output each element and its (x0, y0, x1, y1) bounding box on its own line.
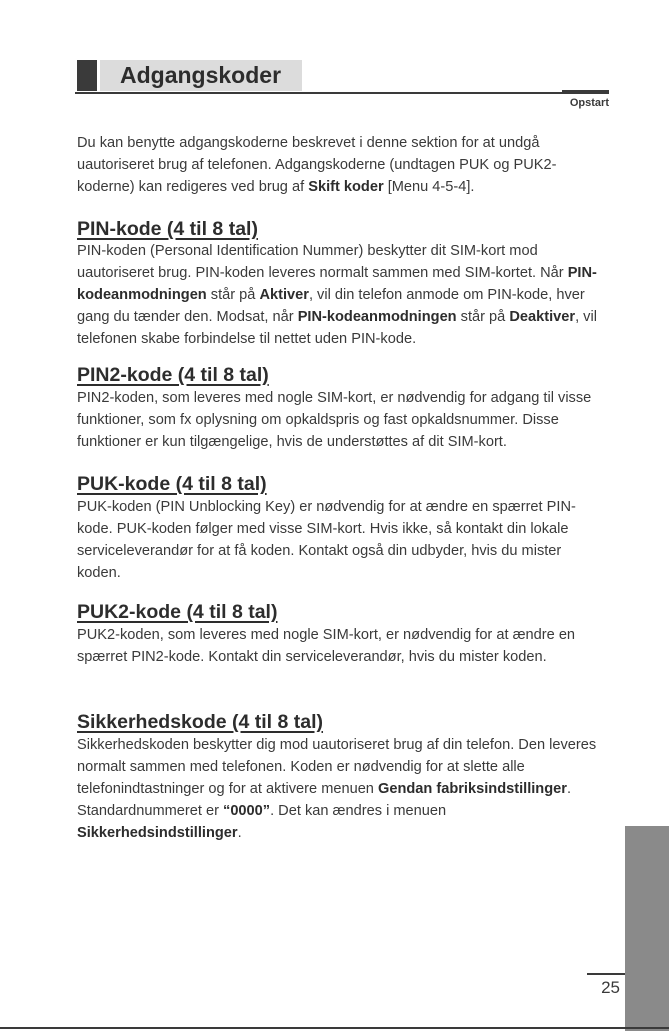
intro-paragraph: Du kan benytte adgangskoderne beskrevet i denne sektion for at undgå uautoriseret brug af telefonen. Adgangskoderne (undtagen PUK og PUK2-koderne) kan redigeres ved brug af Skift koder [Menu 4-5-4]. (77, 135, 557, 195)
puk2-paragraph: PUK2-koden, som leveres med nogle SIM-kort, er nødvendig for at ændre en spærret PIN2-kode. Kontakt din serviceleverandør, hvis du mister koden. (77, 627, 576, 665)
thumb-tab (625, 826, 669, 1031)
page-title: Adgangskoder (120, 62, 282, 88)
header-rule (75, 92, 606, 94)
security-paragraph: Sikkerhedskoden beskytter dig mod uautoriseret brug af din telefon. Den leveres normalt sammen med telefonen. Koden er nødvendig for at slette alle telefonindtastninger og for at aktivere menuen Gendan fabriksindstillinger. Standardnummeret er “0000”. Det kan ændres i menuen Sikkerhedsindstillinger. (77, 737, 597, 841)
puk-heading: PUK-kode (4 til 8 tal) (77, 473, 267, 495)
header-rule-accent (562, 90, 609, 94)
pin-paragraph: PIN-koden (Personal Identification Nummer) beskytter dit SIM-kort mod uautoriseret brug. PIN-koden leveres normalt sammen med SIM-kortet. Når PIN-kodeanmodningen står på Aktiver, vil din telefon anmode om PIN-kode, hver gang du tænder den. Modsat, når PIN-kodeanmodningen står på Deaktiver, vil telefonen skabe forbindelse til nettet uden PIN-kode. (77, 243, 597, 347)
security-heading: Sikkerhedskode (4 til 8 tal) (77, 711, 324, 733)
header-marker (77, 60, 97, 91)
section-label: Opstart (569, 97, 609, 109)
page-number: 25 (601, 978, 620, 997)
pin-heading: PIN-kode (4 til 8 tal) (77, 218, 258, 240)
bottom-border (0, 1027, 669, 1029)
pin2-heading: PIN2-kode (4 til 8 tal) (77, 364, 269, 386)
puk2-heading: PUK2-kode (4 til 8 tal) (77, 601, 278, 623)
page-number-rule (587, 973, 625, 975)
puk-paragraph: PUK-koden (PIN Unblocking Key) er nødvendig for at ændre en spærret PIN-kode. PUK-koden følger med visse SIM-kort. Hvis ikke, så kontakt din lokale serviceleverandør for at få koden. Kontakt også din udbyder, hvis du mister koden. (77, 499, 576, 581)
pin2-paragraph: PIN2-koden, som leveres med nogle SIM-kort, er nødvendig for adgang til visse funktioner, som fx oplysning om opkaldspris og fast opkaldsnummer. Disse funktioner er kun tilgængelige, hvis de understøttes af dit SIM-kort. (77, 390, 592, 450)
